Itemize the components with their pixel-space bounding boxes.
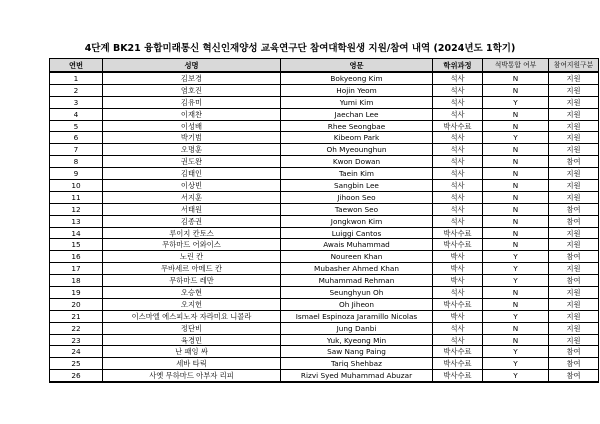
- cell-course: 박사수료: [433, 358, 483, 370]
- cell-name-kr: 이스마엘 에스피노자 자라미요 니콜라: [103, 310, 281, 322]
- cell-integrated: Y: [483, 275, 549, 287]
- participants-table: [49, 58, 599, 383]
- cell-no: 16: [50, 251, 103, 263]
- cell-name-en: Luiggi Cantos: [281, 227, 433, 239]
- cell-name-kr: 오지헌: [103, 298, 281, 310]
- cell-integrated: N: [483, 322, 549, 334]
- cell-name-en: Jihoon Seo: [281, 191, 433, 203]
- document-title: 4단계 BK21 융합미래통신 혁신인재양성 교육연구단 참여대학원생 지원/참여 내역 (2024년도 1학기): [84, 43, 516, 54]
- cell-integrated: N: [483, 215, 549, 227]
- cell-support: 지원: [549, 287, 599, 299]
- cell-course: 석사: [433, 203, 483, 215]
- table-row: [50, 132, 599, 144]
- cell-name-en: Saw Nang Paing: [281, 346, 433, 358]
- cell-name-en: Muhammad Rehman: [281, 275, 433, 287]
- cell-name-en: Awais Muhammad: [281, 239, 433, 251]
- cell-name-en: Bokyeong Kim: [281, 72, 433, 84]
- cell-name-en: Tariq Shehbaz: [281, 358, 433, 370]
- cell-course: 박사수료: [433, 239, 483, 251]
- cell-integrated: Y: [483, 370, 549, 382]
- cell-support: 지원: [549, 168, 599, 180]
- cell-course: 석사: [433, 215, 483, 227]
- cell-support: 지원: [549, 84, 599, 96]
- cell-integrated: N: [483, 227, 549, 239]
- cell-name-en: Rizvi Syed Muhammad Abuzar: [281, 370, 433, 382]
- cell-name-en: Taein Kim: [281, 168, 433, 180]
- cell-integrated: N: [483, 84, 549, 96]
- cell-no: 5: [50, 120, 103, 132]
- cell-support: 지원: [549, 144, 599, 156]
- table-header-row: [50, 59, 599, 73]
- cell-name-en: Taewon Seo: [281, 203, 433, 215]
- table-row: [50, 370, 599, 382]
- table-row: [50, 251, 599, 263]
- table-row: [50, 108, 599, 120]
- cell-no: 18: [50, 275, 103, 287]
- cell-course: 박사수료: [433, 346, 483, 358]
- cell-no: 19: [50, 287, 103, 299]
- table-body: [50, 72, 599, 382]
- cell-name-kr: 오명훈: [103, 144, 281, 156]
- cell-name-kr: 김종권: [103, 215, 281, 227]
- cell-name-kr: 오승현: [103, 287, 281, 299]
- cell-integrated: N: [483, 239, 549, 251]
- cell-course: 석사: [433, 168, 483, 180]
- cell-support: 지원: [549, 227, 599, 239]
- cell-integrated: N: [483, 156, 549, 168]
- cell-course: 석사: [433, 96, 483, 108]
- cell-name-en: Yuk, Kyeong Min: [281, 334, 433, 346]
- cell-course: 석사: [433, 322, 483, 334]
- cell-name-en: Noureen Khan: [281, 251, 433, 263]
- cell-no: 8: [50, 156, 103, 168]
- cell-name-kr: 김태인: [103, 168, 281, 180]
- cell-no: 11: [50, 191, 103, 203]
- cell-support: 참여: [549, 251, 599, 263]
- cell-name-kr: 무하마드 어와이스: [103, 239, 281, 251]
- cell-no: 17: [50, 263, 103, 275]
- cell-integrated: Y: [483, 132, 549, 144]
- cell-name-kr: 이성배: [103, 120, 281, 132]
- cell-course: 석사: [433, 108, 483, 120]
- cell-integrated: Y: [483, 310, 549, 322]
- table-row: [50, 227, 599, 239]
- cell-no: 9: [50, 168, 103, 180]
- cell-support: 지원: [549, 239, 599, 251]
- cell-name-kr: 무하마드 레만: [103, 275, 281, 287]
- table-row: [50, 180, 599, 192]
- cell-course: 석사: [433, 144, 483, 156]
- table-row: [50, 191, 599, 203]
- cell-name-kr: 염호진: [103, 84, 281, 96]
- cell-course: 석사: [433, 132, 483, 144]
- table-row: [50, 275, 599, 287]
- cell-name-kr: 사옛 무하마드 아부자 리피: [103, 370, 281, 382]
- table-row: [50, 322, 599, 334]
- cell-name-en: Jongkwon Kim: [281, 215, 433, 227]
- cell-no: 24: [50, 346, 103, 358]
- cell-support: 참여: [549, 370, 599, 382]
- table-row: [50, 84, 599, 96]
- cell-name-kr: 서지훈: [103, 191, 281, 203]
- table-row: [50, 310, 599, 322]
- cell-support: 지원: [549, 191, 599, 203]
- cell-name-en: Yumi Kim: [281, 96, 433, 108]
- table-row: [50, 358, 599, 370]
- cell-support: 참여: [549, 203, 599, 215]
- cell-support: 지원: [549, 334, 599, 346]
- cell-support: 지원: [549, 322, 599, 334]
- cell-integrated: Y: [483, 251, 549, 263]
- cell-support: 참여: [549, 156, 599, 168]
- cell-name-kr: 세바 타릭: [103, 358, 281, 370]
- cell-course: 석사: [433, 334, 483, 346]
- cell-name-kr: 노린 칸: [103, 251, 281, 263]
- cell-integrated: N: [483, 168, 549, 180]
- table-row: [50, 168, 599, 180]
- header-integrated: 석박통합 여부: [483, 59, 549, 73]
- cell-integrated: Y: [483, 263, 549, 275]
- cell-no: 14: [50, 227, 103, 239]
- cell-no: 4: [50, 108, 103, 120]
- cell-name-kr: 난 패잉 싸: [103, 346, 281, 358]
- cell-course: 박사: [433, 275, 483, 287]
- cell-integrated: N: [483, 203, 549, 215]
- cell-integrated: Y: [483, 358, 549, 370]
- cell-support: 참여: [549, 275, 599, 287]
- cell-no: 3: [50, 96, 103, 108]
- cell-integrated: N: [483, 287, 549, 299]
- cell-name-kr: 김유미: [103, 96, 281, 108]
- header-no: 연번: [50, 59, 103, 73]
- cell-integrated: N: [483, 180, 549, 192]
- cell-course: 박사: [433, 251, 483, 263]
- cell-course: 석사: [433, 84, 483, 96]
- cell-support: 지원: [549, 310, 599, 322]
- cell-no: 6: [50, 132, 103, 144]
- cell-integrated: N: [483, 108, 549, 120]
- cell-name-kr: 루이지 칸토스: [103, 227, 281, 239]
- cell-support: 지원: [549, 132, 599, 144]
- header-name-kr: 성명: [103, 59, 281, 73]
- table-row: [50, 203, 599, 215]
- cell-name-en: Sangbin Lee: [281, 180, 433, 192]
- cell-course: 석사: [433, 180, 483, 192]
- cell-support: 지원: [549, 72, 599, 84]
- cell-course: 석사: [433, 287, 483, 299]
- cell-name-en: Oh Jiheon: [281, 298, 433, 310]
- cell-name-en: Rhee Seongbae: [281, 120, 433, 132]
- cell-no: 1: [50, 72, 103, 84]
- cell-support: 참여: [549, 346, 599, 358]
- cell-integrated: N: [483, 144, 549, 156]
- cell-no: 2: [50, 84, 103, 96]
- header-support-type: 참여지원구분: [549, 59, 599, 73]
- cell-integrated: N: [483, 72, 549, 84]
- table-row: [50, 215, 599, 227]
- cell-name-kr: 김보경: [103, 72, 281, 84]
- cell-support: 참여: [549, 358, 599, 370]
- cell-support: 지원: [549, 180, 599, 192]
- cell-name-kr: 박기범: [103, 132, 281, 144]
- table-row: [50, 346, 599, 358]
- cell-support: 지원: [549, 96, 599, 108]
- cell-integrated: Y: [483, 346, 549, 358]
- table-row: [50, 120, 599, 132]
- table-row: [50, 239, 599, 251]
- cell-name-kr: 권도완: [103, 156, 281, 168]
- cell-no: 23: [50, 334, 103, 346]
- cell-support: 지원: [549, 108, 599, 120]
- cell-support: 지원: [549, 120, 599, 132]
- cell-integrated: N: [483, 191, 549, 203]
- cell-name-en: Ismael Espinoza Jaramillo Nicolas: [281, 310, 433, 322]
- cell-no: 25: [50, 358, 103, 370]
- table-row: [50, 287, 599, 299]
- cell-name-kr: 정단비: [103, 322, 281, 334]
- cell-name-kr: 서태원: [103, 203, 281, 215]
- cell-support: 참여: [549, 215, 599, 227]
- cell-course: 박사수료: [433, 298, 483, 310]
- cell-course: 박사: [433, 310, 483, 322]
- table-row: [50, 298, 599, 310]
- cell-name-kr: 이상빈: [103, 180, 281, 192]
- table-row: [50, 263, 599, 275]
- table-row: [50, 72, 599, 84]
- cell-no: 26: [50, 370, 103, 382]
- header-name-en: 영문: [281, 59, 433, 73]
- table-row: [50, 156, 599, 168]
- table-row: [50, 144, 599, 156]
- cell-support: 지원: [549, 298, 599, 310]
- cell-name-en: Seunghyun Oh: [281, 287, 433, 299]
- cell-name-en: Mubasher Ahmed Khan: [281, 263, 433, 275]
- cell-no: 10: [50, 180, 103, 192]
- cell-no: 7: [50, 144, 103, 156]
- cell-course: 박사수료: [433, 227, 483, 239]
- table-row: [50, 334, 599, 346]
- table-row: [50, 96, 599, 108]
- cell-name-kr: 육경민: [103, 334, 281, 346]
- cell-name-en: Hojin Yeom: [281, 84, 433, 96]
- cell-name-kr: 이재찬: [103, 108, 281, 120]
- cell-no: 12: [50, 203, 103, 215]
- cell-name-en: Kibeom Park: [281, 132, 433, 144]
- cell-course: 박사: [433, 263, 483, 275]
- cell-no: 20: [50, 298, 103, 310]
- cell-course: 석사: [433, 156, 483, 168]
- cell-support: 지원: [549, 263, 599, 275]
- cell-name-en: Jung Danbi: [281, 322, 433, 334]
- cell-integrated: N: [483, 298, 549, 310]
- cell-integrated: N: [483, 120, 549, 132]
- header-course: 학위과정: [433, 59, 483, 73]
- cell-name-en: Kwon Dowan: [281, 156, 433, 168]
- cell-course: 박사수료: [433, 120, 483, 132]
- cell-no: 13: [50, 215, 103, 227]
- cell-course: 석사: [433, 191, 483, 203]
- cell-no: 15: [50, 239, 103, 251]
- cell-integrated: Y: [483, 96, 549, 108]
- cell-name-en: Oh Myeounghun: [281, 144, 433, 156]
- cell-no: 22: [50, 322, 103, 334]
- cell-integrated: N: [483, 334, 549, 346]
- cell-name-en: Jaechan Lee: [281, 108, 433, 120]
- cell-course: 석사: [433, 72, 483, 84]
- cell-course: 박사수료: [433, 370, 483, 382]
- cell-no: 21: [50, 310, 103, 322]
- cell-name-kr: 무바세르 아메드 칸: [103, 263, 281, 275]
